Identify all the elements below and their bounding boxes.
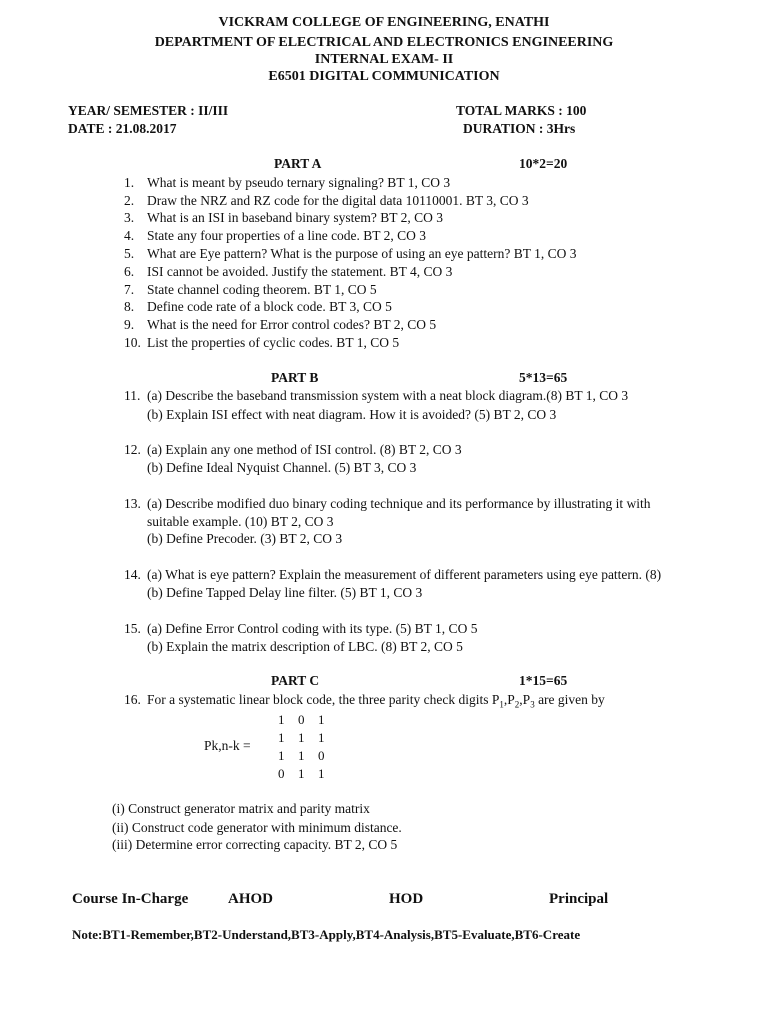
- question-text: ISI cannot be avoided. Justify the statement. BT 4, CO 3: [147, 264, 453, 279]
- question-number: 6.: [124, 264, 135, 279]
- question-text: Define code rate of a block code. BT 3, CO 5: [147, 299, 392, 314]
- matrix-cell: 1: [298, 730, 305, 745]
- college-name: VICKRAM COLLEGE OF ENGINEERING, ENATHI: [218, 15, 550, 30]
- part-c-title: PART C: [271, 673, 320, 688]
- question-text: (a) Describe modified duo binary coding technique and its performance by illustrating it with: [147, 496, 651, 511]
- total-marks: TOTAL MARKS : 100: [456, 103, 587, 118]
- signature-hod: HOD: [389, 891, 424, 907]
- question-text: What are Eye pattern? What is the purpose of using an eye pattern? BT 1, CO 3: [147, 246, 577, 261]
- part-b-marks: 5*13=65: [519, 370, 568, 385]
- matrix-cell: 1: [278, 748, 285, 763]
- question-text: (b) Explain ISI effect with neat diagram. How it is avoided? (5) BT 2, CO 3: [147, 407, 557, 422]
- question-number: 12.: [124, 442, 141, 457]
- matrix-cell: 0: [298, 712, 305, 727]
- part-a-title: PART A: [274, 156, 322, 171]
- question-number: 7.: [124, 282, 135, 297]
- question-text: What is the need for Error control codes? BT 2, CO 5: [147, 317, 437, 332]
- question-text: (b) Define Precoder. (3) BT 2, CO 3: [147, 531, 343, 546]
- subscript-3: 3: [530, 699, 535, 710]
- part-c-marks: 1*15=65: [519, 673, 568, 688]
- question-text: (a) Explain any one method of ISI control. (8) BT 2, CO 3: [147, 442, 462, 457]
- bloom-taxonomy-note: Note:BT1-Remember,BT2-Understand,BT3-Apply,BT4-Analysis,BT5-Evaluate,BT6-Create: [72, 927, 581, 942]
- question-text: (a) What is eye pattern? Explain the measurement of different parameters using eye pattern. (8): [147, 567, 662, 582]
- question-number: 15.: [124, 621, 141, 636]
- question-text: What is meant by pseudo ternary signaling? BT 1, CO 3: [147, 175, 451, 190]
- sub-question: (iii) Determine error correcting capacity. BT 2, CO 5: [112, 837, 398, 852]
- subject-title: E6501 DIGITAL COMMUNICATION: [268, 69, 500, 84]
- question-number: 8.: [124, 299, 135, 314]
- question-number: 13.: [124, 496, 141, 511]
- year-semester: YEAR/ SEMESTER : II/III: [68, 103, 229, 118]
- matrix-label: Pk,n-k =: [204, 738, 251, 753]
- question-text: What is an ISI in baseband binary system? BT 2, CO 3: [147, 210, 443, 225]
- question-number: 4.: [124, 228, 135, 243]
- matrix-cell: 1: [278, 712, 285, 727]
- question-text-main: For a systematic linear block code, the three parity check digits P: [147, 692, 500, 707]
- matrix-cell: 0: [278, 766, 285, 781]
- question-number: 9.: [124, 317, 135, 332]
- signature-principal: Principal: [549, 891, 609, 907]
- question-text: Draw the NRZ and RZ code for the digital data 10110001. BT 3, CO 3: [147, 193, 529, 208]
- question-number: 11.: [124, 388, 141, 403]
- question-text: (b) Define Ideal Nyquist Channel. (5) BT 3, CO 3: [147, 460, 417, 475]
- question-number: 3.: [124, 210, 135, 225]
- matrix-cell: 1: [278, 730, 285, 745]
- question-number: 10.: [124, 335, 141, 350]
- question-text: For a systematic linear block code, the three parity check digits $P_1,P_2,P_3$ are given by: [147, 692, 605, 710]
- matrix-cell: 1: [318, 766, 325, 781]
- question-number: 16.: [124, 692, 141, 707]
- signature-ahod: AHOD: [228, 891, 273, 907]
- matrix-cell: 1: [298, 766, 305, 781]
- department-name: DEPARTMENT OF ELECTRICAL AND ELECTRONICS ENGINEERING: [154, 35, 614, 50]
- sub-question: (ii) Construct code generator with minimum distance.: [112, 820, 402, 835]
- subscript-1: 1: [499, 699, 504, 710]
- question-text: List the properties of cyclic codes. BT 1, CO 5: [147, 335, 400, 350]
- part-a-marks: 10*2=20: [519, 156, 568, 171]
- question-number: 1.: [124, 175, 135, 190]
- question-text: suitable example. (10) BT 2, CO 3: [147, 514, 334, 529]
- question-text: (b) Define Tapped Delay line filter. (5) BT 1, CO 3: [147, 585, 423, 600]
- matrix-cell: 1: [318, 712, 325, 727]
- subscript-2: 2: [514, 699, 520, 710]
- exam-title: INTERNAL EXAM- II: [314, 52, 454, 67]
- matrix-cell: 1: [298, 748, 305, 763]
- question-text: State any four properties of a line code. BT 2, CO 3: [147, 228, 427, 243]
- question-text: (b) Explain the matrix description of LBC. (8) BT 2, CO 5: [147, 639, 463, 654]
- question-text: (a) Define Error Control coding with its type. (5) BT 1, CO 5: [147, 621, 478, 636]
- matrix-cell: 1: [318, 730, 325, 745]
- part-b-title: PART B: [271, 370, 319, 385]
- question-number: 14.: [124, 567, 141, 582]
- duration: DURATION : 3Hrs: [463, 121, 576, 136]
- question-text: (a) Describe the baseband transmission system with a neat block diagram.(8) BT 1, CO 3: [147, 388, 629, 403]
- question-number: 5.: [124, 246, 135, 261]
- exam-date: DATE : 21.08.2017: [68, 121, 177, 136]
- signature-course-in-charge: Course In-Charge: [72, 891, 189, 907]
- question-text: State channel coding theorem. BT 1, CO 5: [147, 282, 377, 297]
- question-number: 2.: [124, 193, 135, 208]
- matrix-cell: 0: [318, 748, 325, 763]
- sub-question: (i) Construct generator matrix and parity matrix: [112, 801, 370, 816]
- question-text-tail: are given by: [534, 692, 605, 707]
